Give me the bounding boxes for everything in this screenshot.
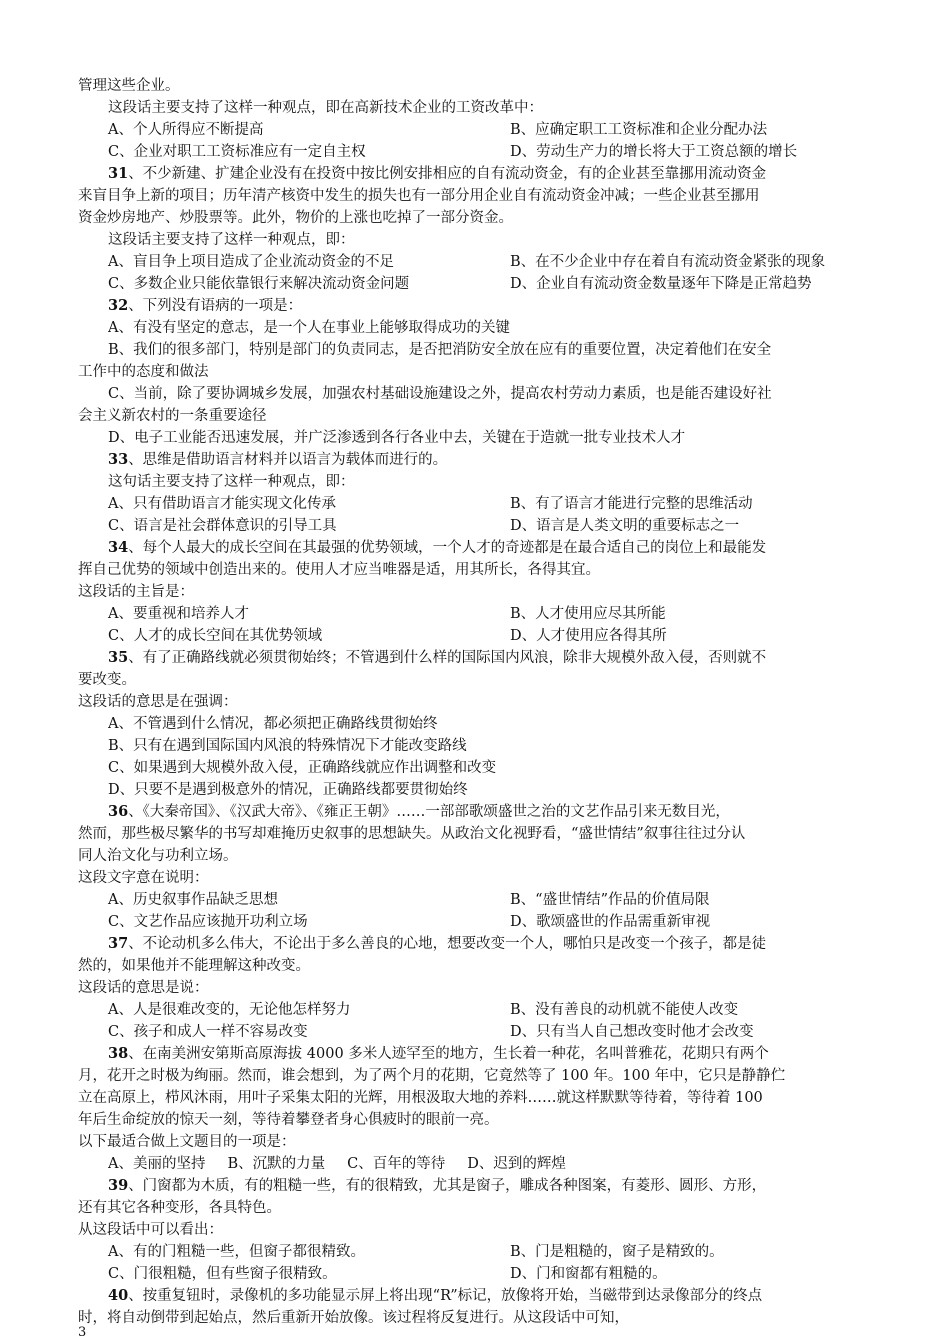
question-prompt: 这段话的主旨是： — [78, 584, 194, 600]
option-d: D、劳动生产力的增长将大于工资总额的增长 — [510, 144, 798, 160]
page-number: 3 — [78, 1325, 87, 1340]
question-36 — [108, 802, 908, 822]
question-text: 、每个人最大的成长空间在其最强的优势领域，一个人才的奇迹都是在最合适自己的岗位上和最能发 — [128, 540, 767, 556]
question-40 — [108, 1286, 908, 1306]
text-line: 然的，如果他并不能理解这种改变。 — [78, 958, 310, 974]
option-b: B、应确定职工工资标准和企业分配办法 — [510, 122, 768, 138]
option-d: D、只要不是遇到极意外的情况，正确路线都要贯彻始终 — [108, 782, 468, 798]
option-a: A、不管遇到什么情况，都必须把正确路线贯彻始终 — [108, 716, 438, 732]
option-b: B、“盛世情结”作品的价值局限 — [510, 892, 710, 908]
question-prompt: 这段话主要支持了这样一种观点，即： — [108, 232, 355, 248]
question-number: 36 — [108, 803, 129, 820]
option-c: C、文艺作品应该抛开功利立场 — [108, 914, 308, 930]
question-38 — [108, 1044, 908, 1064]
text-line: 年后生命绽放的惊天一刻，等待着攀登者身心俱疲时的眼前一亮。 — [78, 1112, 499, 1128]
option-d: D、人才使用应各得其所 — [510, 628, 667, 644]
question-39 — [108, 1176, 908, 1196]
option-a: A、个人所得应不断提高 — [108, 122, 264, 138]
option-d: D、只有当人自己想改变时他才会改变 — [510, 1024, 754, 1040]
question-number: 40 — [108, 1287, 129, 1304]
question-prompt: 这段话的意思是在强调： — [78, 694, 238, 710]
option-d: D、语言是人类文明的重要标志之一 — [510, 518, 740, 534]
option-c: C、语言是社会群体意识的引导工具 — [108, 518, 337, 534]
option-a: A、有没有坚定的意志，是一个人在事业上能够取得成功的关键 — [108, 320, 510, 336]
text-line: 会主义新农村的一条重要途径 — [78, 408, 267, 424]
question-prompt: 这段话主要支持了这样一种观点，即在高新技术企业的工资改革中： — [108, 100, 543, 116]
option-d: D、迟到的辉煌 — [467, 1156, 566, 1172]
text-line: 然而，那些极尽繁华的书写却难掩历史叙事的思想缺失。从政治文化视野看，“盛世情结”叙事往往过分认 — [78, 826, 746, 842]
option-c: C、如果遇到大规模外敌入侵，正确路线就应作出调整和改变 — [108, 760, 497, 776]
question-37 — [108, 934, 908, 954]
question-31 — [108, 164, 908, 184]
text-line: 月，花开之时极为绚丽。然而，谁会想到，为了两个月的花期，它竟然等了 100 年。100 年中，它只是静静伫 — [78, 1068, 786, 1084]
option-b: B、只有在遇到国际国内风浪的特殊情况下才能改变路线 — [108, 738, 467, 754]
option-b: B、门是粗糙的，窗子是精致的。 — [510, 1244, 724, 1260]
option-c: C、门很粗糙，但有些窗子很精致。 — [108, 1266, 337, 1282]
option-a: A、盲目争上项目造成了企业流动资金的不足 — [108, 254, 394, 270]
question-32 — [108, 296, 908, 316]
question-text: 、有了正确路线就必须贯彻始终；不管遇到什么样的国际国内风浪，除非大规模外敌入侵，否则就不 — [128, 650, 767, 666]
text-line: 挥自己优势的领域中创造出来的。使用人才应当唯器是适，用其所长，各得其宜。 — [78, 562, 600, 578]
question-text: 、思维是借助语言材料并以语言为载体而进行的。 — [128, 452, 448, 468]
option-b: B、没有善良的动机就不能使人改变 — [510, 1002, 739, 1018]
question-prompt: 从这段话中可以看出： — [78, 1222, 223, 1238]
question-text: 、在南美洲安第斯高原海拔 4000 多米人迹罕至的地方，生长着一种花，名叫普雅花，花期只有两个 — [128, 1046, 769, 1062]
question-number: 34 — [108, 539, 129, 556]
option-b: B、人才使用应尽其所能 — [510, 606, 666, 622]
question-number: 31 — [108, 165, 129, 182]
option-c: C、企业对职工工资标准应有一定自主权 — [108, 144, 366, 160]
question-number: 35 — [108, 649, 129, 666]
question-number: 39 — [108, 1177, 129, 1194]
text-line: 来盲目争上新的项目；历年清产核资中发生的损失也有一部分用企业自有流动资金冲减；一些企业甚至挪用 — [78, 188, 760, 204]
question-34 — [108, 538, 908, 558]
question-number: 33 — [108, 451, 129, 468]
question-text: 、门窗都为木质，有的粗糙一些，有的很精致，尤其是窗子，雕成各种图案，有菱形、圆形、方形， — [128, 1178, 767, 1194]
text-line: 要改变。 — [78, 672, 136, 688]
question-text: 、下列没有语病的一项是： — [128, 298, 303, 314]
text-line: 资金炒房地产、炒股票等。此外，物价的上涨也吃掉了一部分资金。 — [78, 210, 513, 226]
question-text: 、《大秦帝国》、《汉武大帝》、《雍正王朝》……一部部歌颂盛世之治的文艺作品引来无数目光， — [128, 804, 730, 820]
option-b: B、沉默的力量 — [227, 1156, 326, 1172]
text-line: 工作中的态度和做法 — [78, 364, 209, 380]
text-line: 还有其它各种变形，各具特色。 — [78, 1200, 281, 1216]
text-line: 管理这些企业。 — [78, 78, 180, 94]
text-line: 立在高原上，栉风沐雨，用叶子采集太阳的光辉，用根汲取大地的养料……就这样默默等待着，等待着 100 — [78, 1090, 763, 1106]
question-number: 37 — [108, 935, 129, 952]
option-d: D、企业自有流动资金数量逐年下降是正常趋势 — [510, 276, 812, 292]
text-line: 时，将自动倒带到起始点，然后重新开始放像。该过程将反复进行。从这段话中可知， — [78, 1310, 629, 1326]
question-prompt: 这段文字意在说明： — [78, 870, 209, 886]
option-d: D、电子工业能否迅速发展，并广泛渗透到各行各业中去，关键在于造就一批专业技术人才 — [108, 430, 686, 446]
option-a: A、美丽的坚持 — [108, 1156, 206, 1172]
option-a: A、人是很难改变的，无论他怎样努力 — [108, 1002, 351, 1018]
question-text: 、按重复钮时，录像机的多功能显示屏上将出现“R”标记，放像将开始，当磁带到达录像部分的终点 — [128, 1288, 763, 1304]
question-prompt: 这段话的意思是说： — [78, 980, 209, 996]
text-line: 同人治文化与功利立场。 — [78, 848, 238, 864]
option-b: B、在不少企业中存在着自有流动资金紧张的现象 — [510, 254, 826, 270]
option-a: A、历史叙事作品缺乏思想 — [108, 892, 278, 908]
option-row — [108, 1154, 908, 1174]
option-b: B、我们的很多部门，特别是部门的负责同志，是否把消防安全放在应有的重要位置，决定着他们在安全 — [108, 342, 772, 358]
question-text: 、不少新建、扩建企业没有在投资中按比例安排相应的自有流动资金，有的企业甚至靠挪用流动资金 — [128, 166, 767, 182]
question-number: 38 — [108, 1045, 129, 1062]
option-d: D、门和窗都有粗糙的。 — [510, 1266, 667, 1282]
option-a: A、要重视和培养人才 — [108, 606, 249, 622]
option-b: B、有了语言才能进行完整的思维活动 — [510, 496, 753, 512]
option-c: C、当前，除了要协调城乡发展，加强农村基础设施建设之外，提高农村劳动力素质，也是能否建设好社 — [108, 386, 772, 402]
question-prompt: 以下最适合做上文题目的一项是： — [78, 1134, 296, 1150]
question-33 — [108, 450, 908, 470]
option-c: C、人才的成长空间在其优势领域 — [108, 628, 323, 644]
question-number: 32 — [108, 297, 129, 314]
question-prompt: 这句话主要支持了这样一种观点，即： — [108, 474, 355, 490]
question-35 — [108, 648, 908, 668]
option-c: C、百年的等待 — [347, 1156, 446, 1172]
option-a: A、只有借助语言才能实现文化传承 — [108, 496, 336, 512]
option-d: D、歌颂盛世的作品需重新审视 — [510, 914, 711, 930]
option-c: C、多数企业只能依靠银行来解决流动资金问题 — [108, 276, 410, 292]
option-a: A、有的门粗糙一些，但窗子都很精致。 — [108, 1244, 365, 1260]
question-text: 、不论动机多么伟大，不论出于多么善良的心地，想要改变一个人，哪怕只是改变一个孩子，都是徒 — [128, 936, 767, 952]
option-c: C、孩子和成人一样不容易改变 — [108, 1024, 308, 1040]
